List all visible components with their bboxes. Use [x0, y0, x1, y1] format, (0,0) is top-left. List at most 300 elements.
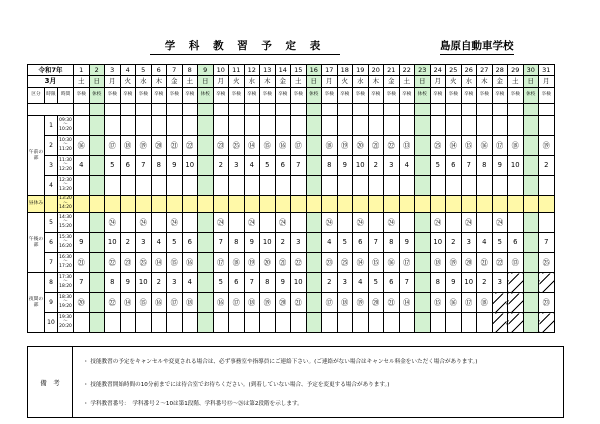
lesson-cell: ⑱ [229, 253, 245, 273]
lesson-cell: 5 [167, 233, 183, 253]
lesson-cell: 7 [213, 233, 229, 253]
lesson-cell [182, 176, 198, 196]
day-kind-label: 卒検 [399, 88, 415, 104]
lesson-cell: ㉕ [136, 253, 152, 273]
lesson-cell: 10 [353, 156, 369, 176]
lesson-cell: ㉒ [105, 253, 121, 273]
lesson-cell [523, 176, 539, 196]
lesson-cell [89, 233, 105, 253]
lesson-cell [229, 313, 245, 333]
lesson-cell: ⑯ [477, 136, 493, 156]
lesson-cell [539, 116, 555, 136]
lesson-cell [198, 116, 214, 136]
period-time: 11:30 ～ 12:20 [58, 156, 74, 176]
lesson-cell [384, 176, 400, 196]
lesson-cell: ⑰ [461, 293, 477, 313]
lesson-cell [229, 213, 245, 233]
lesson-cell: ⑱ [120, 136, 136, 156]
lesson-cell: ⑰ [291, 136, 307, 156]
lesson-cell [477, 176, 493, 196]
lesson-cell: ⑰ [213, 253, 229, 273]
lesson-cell: 6 [508, 233, 524, 253]
lesson-cell: ㉔ [430, 213, 446, 233]
lesson-cell: ⑳ [353, 136, 369, 156]
day-kind-label: 卒検 [430, 88, 446, 104]
day-kind-label: 卒検 [461, 88, 477, 104]
period-number: 6 [45, 233, 58, 253]
lesson-cell: 2 [213, 156, 229, 176]
lesson-cell [337, 116, 353, 136]
lesson-cell [229, 116, 245, 136]
lesson-cell [167, 116, 183, 136]
lesson-cell [446, 116, 462, 136]
lesson-cell: 8 [384, 233, 400, 253]
lesson-cell [213, 116, 229, 136]
lesson-cell: ⑯ [446, 293, 462, 313]
period-time: 14:30 ～ 15:20 [58, 213, 74, 233]
spacer-cell [182, 104, 198, 116]
lesson-cell: 10 [508, 156, 524, 176]
column-header: 区分 [28, 88, 45, 104]
weekday: 水 [244, 76, 260, 88]
lesson-cell [523, 313, 539, 333]
lesson-cell [384, 313, 400, 333]
lunch-cell [399, 196, 415, 213]
day-kind-label: 卒検 [213, 88, 229, 104]
lesson-cell: 5 [337, 233, 353, 253]
lesson-cell: 2 [151, 273, 167, 293]
spacer-cell [244, 104, 260, 116]
lesson-cell: ㉑ [291, 293, 307, 313]
lesson-cell: 8 [151, 156, 167, 176]
lesson-cell [167, 313, 183, 333]
lunch-cell [105, 196, 121, 213]
weekday: 火 [337, 76, 353, 88]
lesson-cell: ⑮ [136, 293, 152, 313]
lesson-cell [74, 213, 90, 233]
weekday: 月 [213, 76, 229, 88]
lesson-cell [120, 313, 136, 333]
lesson-cell: ⑳ [74, 293, 90, 313]
lesson-cell [198, 156, 214, 176]
lesson-cell: ⑳ [151, 136, 167, 156]
lunch-cell [89, 196, 105, 213]
lesson-cell: 7 [74, 273, 90, 293]
lesson-cell: ⑱ [337, 293, 353, 313]
lesson-cell: ㉔ [105, 213, 121, 233]
lesson-cell [492, 313, 508, 333]
lesson-cell [368, 176, 384, 196]
lesson-cell [105, 313, 121, 333]
lesson-cell: 2 [275, 233, 291, 253]
section-label: 午前の部 [28, 116, 45, 196]
period-number: 9 [45, 293, 58, 313]
lesson-cell: 5 [213, 273, 229, 293]
lesson-cell: 10 [136, 273, 152, 293]
spacer-cell [492, 104, 508, 116]
spacer-cell [415, 104, 431, 116]
school-name: 島原自動車学校 [440, 38, 514, 55]
lesson-cell [120, 213, 136, 233]
period-time: 18:30 ～ 19:20 [58, 293, 74, 313]
lesson-cell [353, 313, 369, 333]
lesson-cell [523, 233, 539, 253]
lesson-cell [508, 176, 524, 196]
lesson-cell: ⑯ [182, 253, 198, 273]
lesson-cell [508, 116, 524, 136]
lesson-cell: ㉓ [322, 253, 338, 273]
lesson-cell: ㉔ [213, 213, 229, 233]
lesson-cell [198, 233, 214, 253]
lesson-cell: 5 [492, 233, 508, 253]
lesson-cell: ㉒ [291, 253, 307, 273]
lunch-cell [508, 196, 524, 213]
lesson-cell [213, 176, 229, 196]
weekday: 日 [198, 76, 214, 88]
lesson-cell: ⑰ [167, 293, 183, 313]
weekday: 土 [74, 76, 90, 88]
lesson-cell: 9 [492, 156, 508, 176]
lesson-cell [151, 116, 167, 136]
spacer-cell [275, 104, 291, 116]
lesson-cell [89, 253, 105, 273]
lesson-cell [415, 313, 431, 333]
notes-box [27, 346, 564, 418]
lesson-cell: 10 [182, 156, 198, 176]
lunch-cell [229, 196, 245, 213]
lesson-cell [136, 116, 152, 136]
lesson-cell: 2 [477, 273, 493, 293]
lesson-cell [306, 273, 322, 293]
day-kind-label: 休校 [306, 88, 322, 104]
note-item-2: ・ 技能教習開始時間の10分前までには待合室でお待ちください。(到着していない場合、予定を変更する場合があります。) [83, 382, 390, 388]
lesson-cell [74, 313, 90, 333]
period-number: 8 [45, 273, 58, 293]
lesson-cell: 2 [120, 233, 136, 253]
day-kind-label: 卒検 [151, 88, 167, 104]
lesson-cell: ⑲ [244, 253, 260, 273]
lesson-cell [461, 313, 477, 333]
lesson-cell [477, 313, 493, 333]
note-item-3: ・ 学科教習番号： 学科番号２～10は第1段階、学科番号⑬～㉖は第2段階を示します。 [83, 401, 303, 407]
day-number: 14 [275, 65, 291, 76]
lesson-cell: ⑱ [244, 293, 260, 313]
lesson-cell: 9 [244, 233, 260, 253]
lesson-cell: ㉑ [368, 136, 384, 156]
lesson-cell: 6 [120, 156, 136, 176]
weekday: 金 [167, 76, 183, 88]
lesson-cell: 3 [136, 233, 152, 253]
lunch-time: 13:20 ～ 14:20 [58, 196, 74, 213]
day-kind-label: 卒検 [291, 88, 307, 104]
lesson-cell: ⑰ [229, 293, 245, 313]
lesson-cell [260, 313, 276, 333]
day-number: 29 [508, 65, 524, 76]
lesson-cell [306, 156, 322, 176]
lesson-cell [213, 313, 229, 333]
lesson-cell: 10 [105, 233, 121, 253]
lesson-cell: ㉑ [384, 293, 400, 313]
lunch-cell [430, 196, 446, 213]
lesson-cell [337, 313, 353, 333]
lesson-cell [151, 176, 167, 196]
spacer-cell [368, 104, 384, 116]
lunch-label: 昼休み [28, 196, 45, 213]
lunch-cell [167, 196, 183, 213]
note-item-1: ・ 技能教習の予定をキャンセルや変更される場合は、必ず事務室や指導員にご連絡下さい。(ご連絡がない場合はキャンセル料金をいただく場合があります。) [83, 359, 478, 365]
lesson-cell: 9 [337, 156, 353, 176]
lesson-cell [523, 213, 539, 233]
lesson-cell: ⑳ [461, 253, 477, 273]
lesson-cell: ⑳ [368, 293, 384, 313]
spacer-cell [539, 104, 555, 116]
lesson-cell [198, 176, 214, 196]
lesson-cell: ㉔ [492, 213, 508, 233]
lesson-cell: ⑰ [105, 136, 121, 156]
spacer-cell [105, 104, 121, 116]
lesson-cell [260, 176, 276, 196]
weekday: 土 [508, 76, 524, 88]
lesson-cell: 9 [275, 273, 291, 293]
lesson-cell: 8 [229, 233, 245, 253]
lesson-cell: 4 [353, 273, 369, 293]
lesson-cell [399, 313, 415, 333]
lesson-cell: 6 [446, 156, 462, 176]
day-kind-label: 卒検 [120, 88, 136, 104]
lesson-cell [74, 176, 90, 196]
lunch-cell [244, 196, 260, 213]
lesson-cell [182, 313, 198, 333]
lesson-cell: ㉔ [353, 213, 369, 233]
weekday: 水 [136, 76, 152, 88]
spacer-cell [198, 104, 214, 116]
lesson-cell [89, 156, 105, 176]
lesson-cell [89, 176, 105, 196]
day-number: 30 [523, 65, 539, 76]
lesson-cell: 6 [182, 233, 198, 253]
lesson-cell: ㉕ [430, 136, 446, 156]
lesson-cell: ㉑ [167, 136, 183, 156]
lesson-cell: ⑮ [167, 253, 183, 273]
lunch-cell [368, 196, 384, 213]
lesson-cell [523, 253, 539, 273]
lesson-cell [198, 313, 214, 333]
day-kind-label: 卒検 [260, 88, 276, 104]
lesson-cell: 2 [539, 156, 555, 176]
lesson-cell [415, 253, 431, 273]
lesson-cell [260, 116, 276, 136]
lunch-cell [492, 196, 508, 213]
lesson-cell [337, 176, 353, 196]
day-number: 1 [74, 65, 90, 76]
lesson-cell [368, 213, 384, 233]
spacer-cell [337, 104, 353, 116]
lesson-cell: ㉒ [105, 293, 121, 313]
lesson-cell [306, 253, 322, 273]
weekday: 火 [229, 76, 245, 88]
day-number: 7 [167, 65, 183, 76]
lesson-cell [275, 313, 291, 333]
day-number: 9 [198, 65, 214, 76]
lesson-cell: 3 [461, 233, 477, 253]
lesson-cell: ⑯ [213, 293, 229, 313]
lesson-cell: 9 [74, 233, 90, 253]
spacer-cell [89, 104, 105, 116]
lesson-cell: 7 [399, 273, 415, 293]
lesson-cell: ⑱ [430, 253, 446, 273]
lesson-cell: ⑲ [337, 136, 353, 156]
lesson-cell [136, 176, 152, 196]
lesson-cell: 7 [136, 156, 152, 176]
lesson-cell: 7 [539, 233, 555, 253]
lesson-cell: 7 [291, 156, 307, 176]
lesson-cell [244, 176, 260, 196]
period-number: 2 [45, 136, 58, 156]
lesson-cell: ㉓ [539, 293, 555, 313]
lesson-cell: 6 [229, 273, 245, 293]
lesson-cell [508, 213, 524, 233]
lesson-cell [260, 213, 276, 233]
day-kind-label: 卒検 [337, 88, 353, 104]
lesson-cell: ⑮ [260, 136, 276, 156]
period-time: 15:30 ～ 16:20 [58, 233, 74, 253]
lesson-cell [523, 156, 539, 176]
weekday: 土 [399, 76, 415, 88]
period-number: 5 [45, 213, 58, 233]
lesson-cell: ㉒ [182, 136, 198, 156]
lesson-cell [306, 116, 322, 136]
lesson-cell [523, 273, 539, 293]
lesson-cell: ⑲ [260, 293, 276, 313]
lesson-cell: 3 [167, 273, 183, 293]
lesson-cell: 4 [244, 156, 260, 176]
weekday: 日 [89, 76, 105, 88]
spacer-cell [260, 104, 276, 116]
lesson-cell: ⑬ [399, 136, 415, 156]
day-number: 17 [322, 65, 338, 76]
lesson-cell: 10 [291, 273, 307, 293]
lesson-cell: ㉔ [461, 213, 477, 233]
lunch-cell [322, 196, 338, 213]
lesson-cell: ㉔ [136, 213, 152, 233]
lesson-cell: 10 [260, 233, 276, 253]
lesson-cell: 5 [105, 156, 121, 176]
weekday: 木 [151, 76, 167, 88]
day-number: 16 [306, 65, 322, 76]
lesson-cell [415, 233, 431, 253]
lunch-cell [260, 196, 276, 213]
day-kind-label: 卒検 [322, 88, 338, 104]
day-kind-label: 卒検 [182, 88, 198, 104]
day-number: 31 [539, 65, 555, 76]
day-number: 18 [337, 65, 353, 76]
lesson-cell [306, 136, 322, 156]
lunch-period-cell [45, 196, 58, 213]
lesson-cell: 4 [151, 233, 167, 253]
lesson-cell [322, 313, 338, 333]
lesson-cell [120, 176, 136, 196]
lunch-cell [275, 196, 291, 213]
period-time: 19:30 ～ 20:20 [58, 313, 74, 333]
lesson-cell [198, 293, 214, 313]
period-time: 12:30 ～ 13:20 [58, 176, 74, 196]
lesson-cell [322, 116, 338, 136]
lesson-cell: ㉔ [275, 213, 291, 233]
lesson-cell [399, 116, 415, 136]
lesson-cell: ⑲ [539, 136, 555, 156]
lesson-cell: ⑱ [508, 136, 524, 156]
lesson-cell: 8 [105, 273, 121, 293]
day-kind-label: 卒検 [508, 88, 524, 104]
lesson-cell [415, 293, 431, 313]
lesson-cell [508, 313, 524, 333]
weekday: 金 [492, 76, 508, 88]
lesson-cell: 8 [322, 156, 338, 176]
lesson-cell: 6 [384, 273, 400, 293]
lesson-cell [353, 176, 369, 196]
spacer-cell [384, 104, 400, 116]
lesson-cell: ⑯ [275, 136, 291, 156]
lesson-cell [446, 176, 462, 196]
lesson-cell [353, 116, 369, 136]
lesson-cell [539, 176, 555, 196]
lesson-cell: 10 [430, 233, 446, 253]
day-kind-label: 休校 [89, 88, 105, 104]
lesson-cell [89, 213, 105, 233]
lesson-cell [182, 116, 198, 136]
weekday: 月 [105, 76, 121, 88]
lesson-cell [368, 116, 384, 136]
lesson-cell: 3 [337, 273, 353, 293]
weekday: 金 [275, 76, 291, 88]
lesson-cell: 2 [322, 273, 338, 293]
schedule-table [27, 64, 555, 333]
lesson-cell [306, 176, 322, 196]
lunch-cell [461, 196, 477, 213]
lesson-cell [291, 116, 307, 136]
lunch-cell [74, 196, 90, 213]
day-kind-label: 休校 [415, 88, 431, 104]
lesson-cell [291, 313, 307, 333]
day-kind-label: 卒検 [74, 88, 90, 104]
lesson-cell [151, 213, 167, 233]
lesson-cell: ⑭ [120, 293, 136, 313]
lunch-cell [291, 196, 307, 213]
lesson-cell: 9 [399, 233, 415, 253]
lesson-cell: ㉒ [384, 136, 400, 156]
lesson-cell [539, 273, 555, 293]
day-kind-label: 卒検 [105, 88, 121, 104]
lunch-cell [539, 196, 555, 213]
lesson-cell: 4 [399, 156, 415, 176]
lesson-cell: ㉔ [167, 213, 183, 233]
lesson-cell [508, 273, 524, 293]
lesson-cell [275, 176, 291, 196]
lesson-cell: ⑭ [353, 253, 369, 273]
lesson-cell: ㉓ [213, 136, 229, 156]
day-number: 28 [492, 65, 508, 76]
lesson-cell [508, 293, 524, 313]
lunch-cell [523, 196, 539, 213]
lesson-cell: 3 [492, 273, 508, 293]
lesson-cell [415, 136, 431, 156]
spacer-cell [523, 104, 539, 116]
lesson-cell: 3 [384, 156, 400, 176]
lesson-cell [89, 313, 105, 333]
lunch-cell [120, 196, 136, 213]
lesson-cell: ㉓ [120, 253, 136, 273]
lesson-cell [182, 213, 198, 233]
